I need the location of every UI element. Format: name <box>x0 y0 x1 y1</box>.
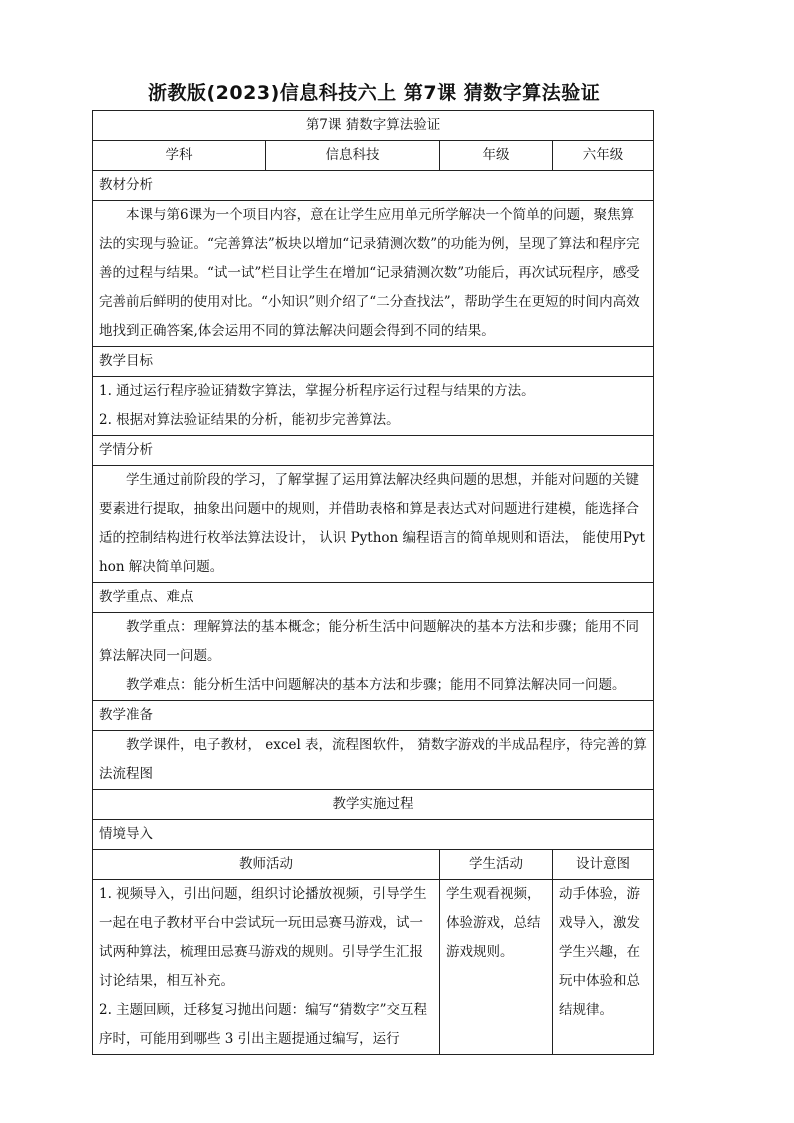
preparation-text: 教学课件，电子教材， excel 表，流程图软件， 猜数字游戏的半成品程序，待完善的算法流程图 <box>93 731 654 790</box>
student-column-header: 学生活动 <box>440 850 553 880</box>
document-title: 浙教版(2023)信息科技六上 第7课 猜数字算法验证 <box>148 82 601 104</box>
goal-item: 2. 根据对算法验证结果的分析，能初步完善算法。 <box>99 412 400 428</box>
process-row <box>93 880 654 1055</box>
teacher-activity <box>93 880 440 1055</box>
material-text: 本课与第6课为一个项目内容，意在让学生应用单元所学解决一个简单的问题，聚焦算法的实现与验证。“完善算法”板块以增加“记录猜测次数”的功能为例，呈现了算法和程序完善的过程与结果。“试一试”栏目让学生在增加“记录猜测次数”功能后，再次试玩程序，感受完善前后鲜明的使用对比。“小知识”则介绍了“二分查找法”，帮助学生在更短的时间内高效地找到正确答案,体会运用不同的算法解决问题会得到不同的结果。 <box>93 201 654 347</box>
difficult-point-text: 教学难点：能分析生活中问题解决的基本方法和步骤；能用不同算法解决同一问题。 <box>126 677 626 693</box>
students-text: 学生通过前阶段的学习，了解掌握了运用算法解决经典问题的思想，并能对问题的关键要素进行提取，抽象出问题中的规则，并借助表格和算是表达式对问题进行建模，能选择合适的控制结构进行枚举法算法设计， 认识 Python 编程语言的简单规则和语法， 能使用Python 解决简单问题。 <box>93 466 654 583</box>
teacher-activity-item: 2. 主题回顾，迁移复习抛出问题：编写“猜数字”交互程序时，可能用到哪些 3 引出主题提通过编写，运行 <box>99 1002 427 1047</box>
lesson-plan-table <box>92 110 654 1055</box>
subject-label: 学科 <box>93 141 266 171</box>
design-intent: 动手体验，游戏导入，激发学生兴趣，在玩中体验和总结规律。 <box>553 880 654 1055</box>
material-heading: 教材分析 <box>93 171 654 201</box>
process-column-headers <box>93 850 654 880</box>
key-points-body <box>93 613 654 701</box>
table-title: 第7课 猜数字算法验证 <box>93 111 654 141</box>
teacher-column-header: 教师活动 <box>93 850 440 880</box>
teacher-activity-item: 1. 视频导入，引出问题，组织讨论播放视频，引导学生一起在电子教材平台中尝试玩一玩田忌赛马游戏，试一试两种算法，梳理田忌赛马游戏的规则。引导学生汇报讨论结果，相互补充。 <box>99 886 427 989</box>
grade-value: 六年级 <box>553 141 654 171</box>
key-point-text: 教学重点：理解算法的基本概念；能分析生活中问题解决的基本方法和步骤；能用不同算法解决同一问题。 <box>99 619 639 664</box>
student-activity: 学生观看视频，体验游戏，总结游戏规则。 <box>440 880 553 1055</box>
goals-list <box>93 377 654 436</box>
table-title-row <box>93 111 654 141</box>
stage-heading: 情境导入 <box>93 820 654 850</box>
process-heading: 教学实施过程 <box>93 790 654 820</box>
intent-column-header: 设计意图 <box>553 850 654 880</box>
goal-item: 1. 通过运行程序验证猜数字算法，掌握分析程序运行过程与结果的方法。 <box>99 383 535 399</box>
grade-label: 年级 <box>440 141 553 171</box>
students-heading: 学情分析 <box>93 436 654 466</box>
subject-value: 信息科技 <box>266 141 440 171</box>
info-row <box>93 141 654 171</box>
goals-heading: 教学目标 <box>93 347 654 377</box>
preparation-heading: 教学准备 <box>93 701 654 731</box>
key-points-heading: 教学重点、难点 <box>93 583 654 613</box>
